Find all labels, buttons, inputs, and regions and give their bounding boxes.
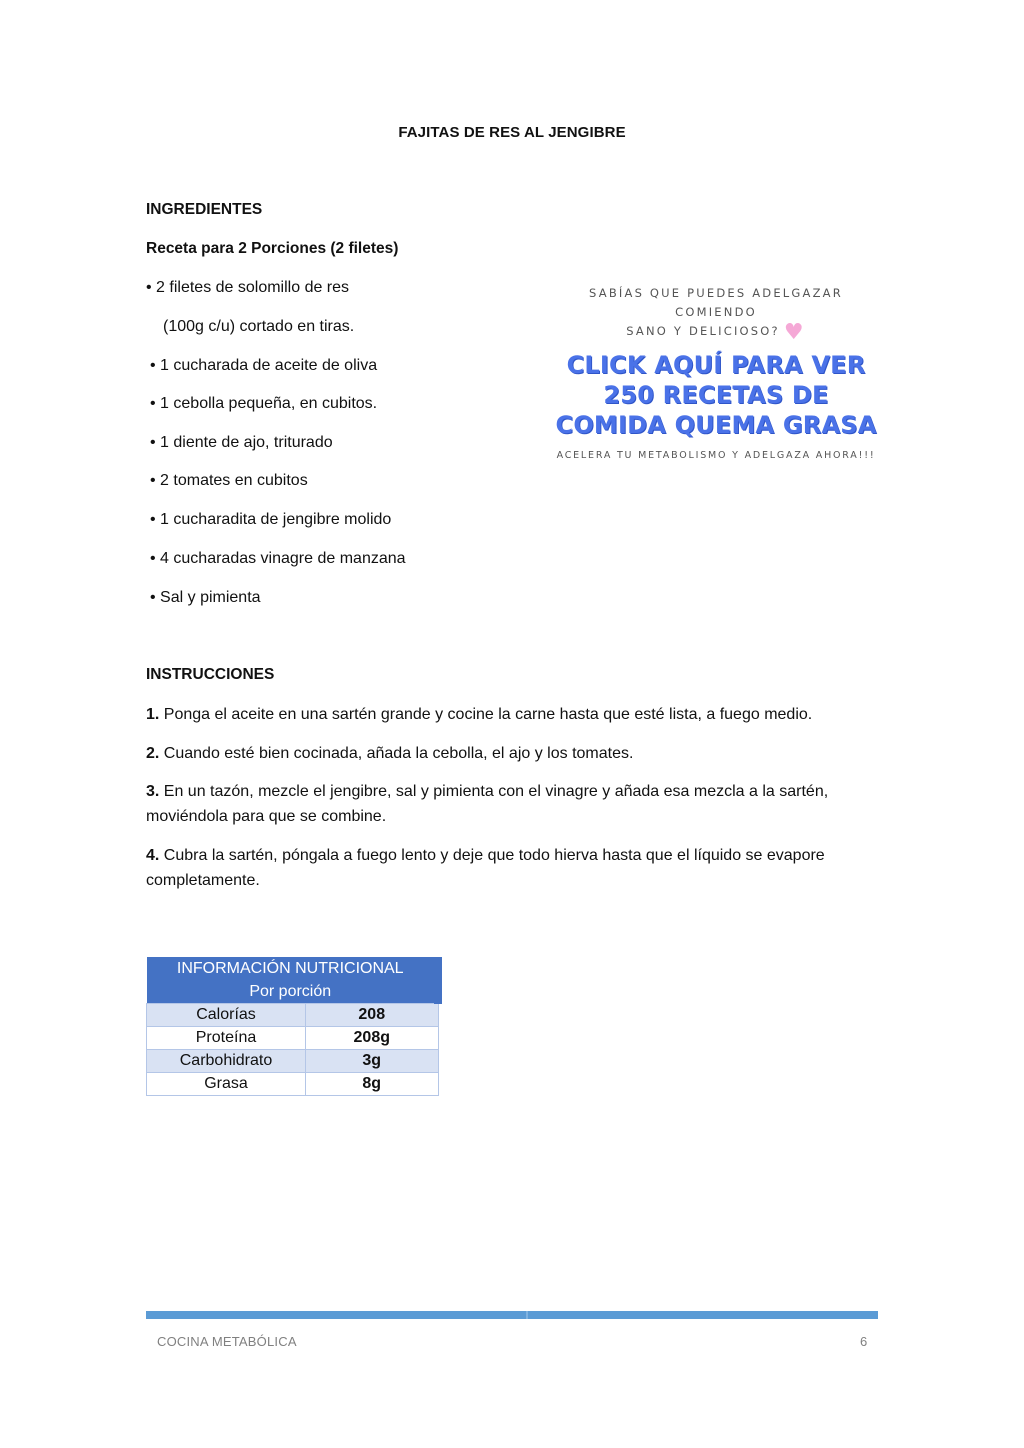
ingredient-item: • 1 cucharadita de jengibre molido [150,511,392,528]
nutrition-row [147,1050,439,1073]
nutrient-label: Grasa [147,1073,306,1096]
promo-cta-line2[interactable]: 250 RECETAS DE [603,381,829,409]
step-text: Cuando esté bien cocinada, añada la cebolla, el ajo y los tomates. [159,745,634,762]
servings-subheading: Receta para 2 Porciones (2 filetes) [146,240,399,257]
nutrient-value: 3g [306,1050,439,1073]
nutrition-row [147,1027,439,1050]
ingredient-item: • 1 cebolla pequeña, en cubitos. [150,395,378,412]
step-number: 2. [146,745,160,762]
nutrient-label: Proteína [147,1027,306,1050]
recipes-promo-banner[interactable] [548,284,884,461]
heart-icon: ♥ [783,320,806,345]
nutrition-table [146,957,442,1096]
promo-cta-line1[interactable]: CLICK AQUÍ PARA VER [566,351,866,379]
nutrition-header [147,957,439,1004]
nutrient-value: 208g [306,1027,439,1050]
nutrition-title: INFORMACIÓN NUTRICIONAL [176,960,404,977]
nutrient-value: 8g [306,1073,439,1096]
promo-cta[interactable] [548,350,884,440]
footer-divider-segment [526,1311,528,1319]
ingredient-item: • 1 cucharada de aceite de oliva [150,357,378,374]
nutrition-row [147,1073,439,1096]
ingredient-item: (100g c/u) cortado en tiras. [163,318,355,335]
nutrition-row [147,1004,439,1027]
instruction-step [146,779,881,829]
ingredients-heading: INGREDIENTES [146,201,263,218]
promo-question-line2 [548,320,884,345]
instruction-step [146,702,881,727]
step-number: 1. [146,706,160,723]
step-text: Cubra la sartén, póngala a fuego lento y deje que todo hierva hasta que el líquido se evapore completamente. [146,847,825,889]
instructions-heading: INSTRUCCIONES [146,666,275,683]
step-number: 4. [146,847,160,864]
promo-cta-line3[interactable]: COMIDA QUEMA GRASA [555,411,877,439]
promo-question-text: SANO Y DELICIOSO? [626,324,780,338]
step-number: 3. [146,783,160,800]
ingredient-item: • 1 diente de ajo, triturado [150,434,333,451]
footer-divider [146,1311,878,1319]
nutrient-value: 208 [306,1004,439,1027]
footer-book-title: COCINA METABÓLICA [157,1334,297,1349]
nutrient-label: Carbohidrato [147,1050,306,1073]
ingredient-item: • Sal y pimienta [150,589,261,606]
ingredient-item: • 2 tomates en cubitos [150,472,308,489]
recipe-title: FAJITAS DE RES AL JENGIBRE [398,124,626,141]
page-number: 6 [860,1334,868,1349]
step-text: En un tazón, mezcle el jengibre, sal y pimienta con el vinagre y añada esa mezcla a la sartén, moviéndola para que se combine. [146,783,829,825]
instruction-step [146,741,881,766]
nutrient-label: Calorías [147,1004,306,1027]
promo-tagline: ACELERA TU METABOLISMO Y ADELGAZA AHORA!!! [556,450,876,461]
promo-question-line1: SABÍAS QUE PUEDES ADELGAZAR COMIENDO [589,286,843,319]
step-text: Ponga el aceite en una sartén grande y cocine la carne hasta que esté lista, a fuego medio. [159,706,813,723]
ingredient-item: • 4 cucharadas vinagre de manzana [150,550,406,567]
ingredient-item: • 2 filetes de solomillo de res [146,279,350,296]
nutrition-subtitle: Por porción [249,983,332,1000]
instruction-step [146,843,881,893]
